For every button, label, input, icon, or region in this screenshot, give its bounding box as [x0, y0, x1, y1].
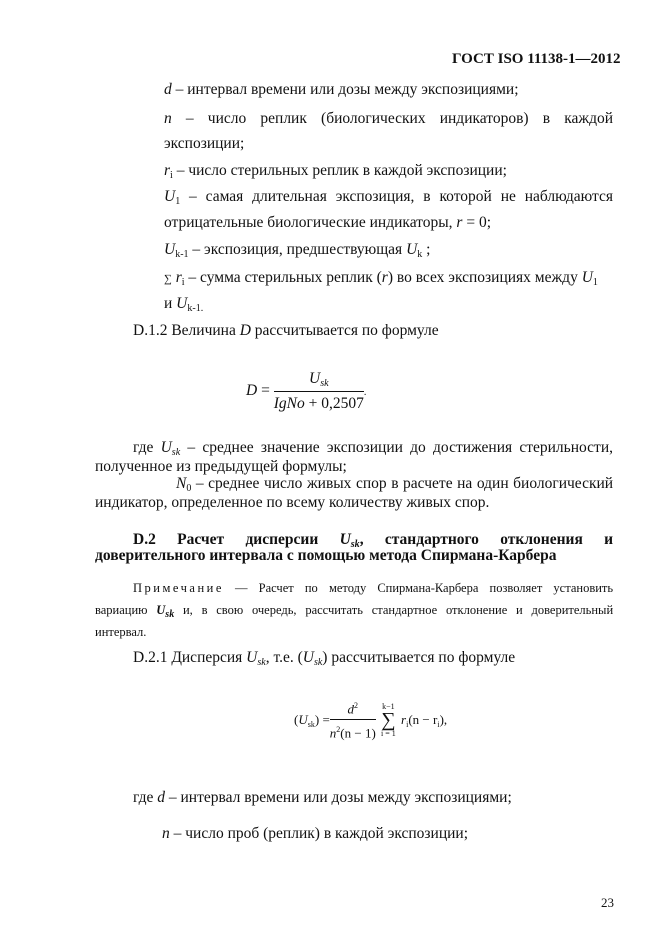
formula-d: D = $\frac{U_{sk}}{\text{IgNo + 0,2507}}$ . — [246, 370, 367, 412]
definition-n: n – число реплик (биологических индикаторов) в каждой — [164, 110, 614, 127]
section-d2-heading-line2: доверительного интервала с помощью метода Спирмана-Карбера — [95, 547, 557, 564]
section-d2-heading: D.2 Расчет дисперсии $U_{sk}$, стандартного отклонения и — [133, 531, 614, 550]
definition-d — [164, 80, 519, 100]
sigma-icon: ∑ — [381, 708, 396, 731]
document-header — [452, 51, 621, 68]
definition-n0-line2: индикатор, определенное по всему количеству живых спор. — [95, 494, 490, 511]
where-d: где d – интервал времени или дозы между экспозициями; — [133, 789, 512, 806]
definition-sum-line2: и $U_{k-1.}$ — [164, 295, 204, 314]
standard-title: ГОСТ ISO 11138-1—2012 — [452, 51, 621, 67]
definition-n0: $N_0$ – среднее число живых спор в расчете на один биологический — [176, 475, 614, 494]
where-usk-line2: полученное из предыдущей формулы; — [95, 458, 347, 475]
clause-d-2-1: D.2.1 Дисперсия $U_{sk}$, т.е. $(U_{sk})$ рассчитывается по формуле — [133, 649, 516, 668]
note-line2: вариацию $U_{sk}$ и, в свою очередь, рассчитать стандартное отклонение и доверительный — [95, 603, 614, 620]
fraction-d: $\frac{U_{sk}}{\text{IgNo + 0,2507}}$ — [273, 370, 364, 412]
where-usk: где $U_{sk}$ – среднее значение экспозиции до достижения стерильности, — [133, 439, 613, 458]
sigma-icon: ∑ — [164, 273, 172, 285]
definition-u1: $U_1$ – самая длительная экспозиция, в которой не наблюдаются — [164, 188, 614, 207]
definition-d-text: – интервал времени или дозы между экспозициями; — [175, 81, 519, 98]
formula-variance: $(U_{sk})$ = $\frac{d^2}{n^2(n - 1)}$ k−1 ∑ i = 1 $r_i(n - r_i)$, — [294, 698, 447, 742]
definition-n-replicates: n – число проб (реплик) в каждой экспозиции; — [162, 825, 469, 842]
definition-u1-line2: отрицательные биологические индикаторы, r = 0; — [164, 214, 492, 231]
note-line3: интервал. — [95, 625, 147, 639]
page-number: 23 — [601, 895, 614, 910]
definition-ri: $r_i$ – число стерильных реплик в каждой экспозиции; — [164, 162, 507, 181]
sum-operator: k−1 ∑ i = 1 — [381, 701, 396, 738]
definition-n-line2: экспозиции; — [164, 135, 245, 152]
definition-sum: ∑ $r_i$ – сумма стерильных реплик (r) во всех экспозициях между $U_1$ — [164, 269, 598, 288]
symbol-d: d — [164, 81, 172, 98]
symbol-n: n — [164, 110, 172, 127]
note: Примечание — Расчет по методу Спирмана-Карбера позволяет установить — [133, 581, 614, 595]
clause-d-1-2: D.1.2 Величина D рассчитывается по формуле — [133, 322, 439, 339]
fraction-variance: $\frac{d^2}{n^2(n - 1)}$ — [330, 698, 376, 742]
definition-uk1: $U_{k-1}$ – экспозиция, предшествующая $U_k$ ; — [164, 241, 431, 260]
